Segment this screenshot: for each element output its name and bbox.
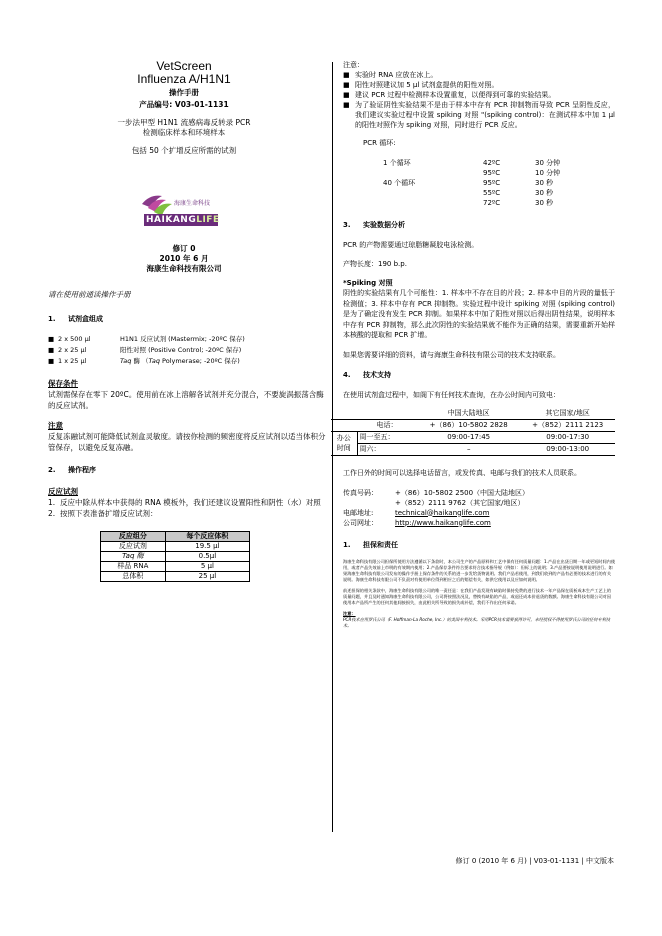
contact-table: [331, 408, 615, 456]
storage-title: 保存条件: [48, 379, 78, 388]
table-cell: 总体积: [101, 572, 166, 582]
pcr-row: [343, 178, 615, 188]
storage-text: 试剂需保存在零下 20ºC。使用前在冰上溶解各试剂并充分混合，不要旋涡振荡含酶的反应试剂。: [48, 390, 324, 410]
kit-item: [48, 345, 330, 356]
section-3-number: 3.: [343, 221, 351, 229]
manual-title: 操作手册: [169, 88, 199, 97]
list-item: [343, 80, 615, 90]
step-text: 反应中除从样本中获得的 RNA 模板外，我们还建议设置阳性和阴性（水）对照: [60, 498, 321, 507]
pcr-cycle: 40 个循环: [383, 179, 416, 187]
bullet-icon: ■: [48, 335, 55, 343]
bullet-icon: ■: [343, 91, 350, 99]
kit-qty: 2 x 25 µl: [58, 346, 87, 354]
note-text: 反复冻融试剂可能降低试剂盒灵敏度。请按你检测的频密度将反应试剂以适当体积分管保存，以避免反复冻融。: [48, 432, 326, 452]
revision: 修订 0: [172, 244, 196, 253]
phone-other: +（852）2111 2123: [532, 420, 604, 429]
spiking-text: 阴性的实验结果有几个可能性：1. 样本中不存在目的片段；2. 样本中目的片段的量低于检测值；3. 样本中存有 PCR 抑制物。实验过程中设计 spiking 对照 (spiking control) 是为了确定没有发生 PCR 抑制。如果样本中加了阳性对照以后得出阴性结果，说明样本中存有 PCR 抑制物，那么此次阴性的实验结果就不能作为正确的结果，需要重新开始样本核酸的提取和 PCR 扩增。: [343, 289, 615, 339]
kit-desc: 阳性对照 (Positive Control; -20ºC 保存): [120, 346, 242, 354]
table-cell: 反应试剂: [101, 542, 166, 552]
email-link[interactable]: technical@haikanglife.com: [395, 508, 490, 517]
section-4-number: 4.: [343, 370, 351, 379]
weekday-other: 09:00-17:30: [546, 432, 590, 441]
table-cell: 19.5 µl: [165, 542, 249, 552]
kit-desc: H1N1 反应试剂 (Mastermix; -20ºC 保存): [120, 335, 245, 343]
logo-text-b: LIFE: [196, 215, 220, 225]
revision-block: [48, 244, 320, 274]
section-4-title: 技术支持: [363, 370, 391, 379]
section-4-heading: [343, 370, 615, 380]
section-2-heading: [48, 465, 330, 475]
table-header: 中国大陆地区: [447, 408, 490, 417]
bullet-icon: ■: [343, 81, 350, 89]
pcr-program: [343, 158, 615, 208]
list-item: [343, 90, 615, 100]
table-row: [331, 419, 615, 431]
description-line-1: 一步法甲型 H1N1 流感病毒反转录 PCR: [117, 118, 251, 127]
step-item: [48, 508, 330, 519]
note-item: 为了验证阴性实验结果不是由于样本中存有 PCR 抑制物而导致 PCR 呈阴性反应，我们建议实验过程中设置 spiking 对照 "(spiking control)：在测试样本中加 1 µl 的阳性对照作为 spiking 对照，同时进行 PCR 反应。: [355, 101, 615, 129]
notes-title: 注意：: [343, 61, 364, 69]
reaction-count: 包括 50 个扩增反应所需的试剂: [131, 146, 237, 155]
phone-label: 电话：: [376, 420, 398, 429]
pcr-time: 30 分钟: [535, 159, 561, 167]
pcr-row: [343, 158, 615, 168]
bullet-icon: ■: [343, 71, 350, 79]
table-header: 其它国家/地区: [545, 408, 590, 417]
kit-qty: 2 x 500 µl: [58, 335, 91, 343]
pcr-temp: 95ºC: [483, 179, 501, 187]
logo-chinese: 海康生命科技: [174, 200, 211, 207]
product-number: 产品编号: V03-01-1131: [139, 100, 229, 109]
section-2-number: 2.: [48, 466, 56, 474]
pcr-cycle: 1 个循环: [383, 159, 411, 167]
table-cell: Taq 酶: [101, 552, 166, 562]
table-cell: 样品 RNA: [101, 562, 166, 572]
pcr-row: [343, 188, 615, 198]
spiking-title: *Spiking 对照: [343, 279, 393, 287]
gel-text: PCR 的产物需要通过琼脂糖凝胶电泳检测。: [343, 241, 479, 249]
table-header: 每个反应体积: [165, 532, 249, 542]
fax-china: +（86）10-5802 2500（中国大陆地区）: [395, 488, 530, 497]
section-3-heading: [343, 220, 615, 230]
note-item: 阳性对照建议加 5 µl 试剂盒提供的阳性对照。: [355, 81, 499, 89]
table-row: [101, 562, 250, 572]
weekday-china: 09:00-17:45: [447, 432, 491, 441]
step-number: 1.: [48, 498, 56, 507]
pcr-cycle: [383, 188, 483, 198]
table-cell: 0.5µl: [165, 552, 249, 562]
note-item: 实验时 RNA 应放在冰上。: [355, 71, 438, 79]
product-length: 产物长度：190 b.p.: [343, 260, 407, 268]
step-number: 2.: [48, 509, 56, 518]
support-intro: 在使用试剂盒过程中，如阁下有任何技术查询，在办公时间内可致电：: [343, 390, 560, 399]
office-hours-label: [331, 431, 357, 455]
pcr-cycle: [383, 198, 483, 208]
kit-qty: 1 x 25 µl: [58, 357, 87, 365]
reaction-title: 反应试剂: [48, 487, 78, 496]
section-5-number: 1.: [343, 540, 351, 549]
pcr-time: 10 分钟: [535, 169, 561, 177]
table-row: [101, 542, 250, 552]
revision-date: 2010 年 6 月: [159, 254, 209, 263]
section-5-heading: [343, 540, 615, 550]
saturday-label: 周六：: [359, 444, 381, 453]
office-label-a: 办公: [336, 434, 351, 442]
table-row: [331, 443, 615, 455]
list-item: [343, 100, 615, 130]
table-row: [101, 572, 250, 582]
pcr-row: [343, 198, 615, 208]
office-label-b: 时间: [336, 444, 351, 452]
kit-desc-part: Polymerase; -20ºC 保存): [159, 357, 240, 365]
step-text: 按照下表准备扩增反应试剂：: [60, 509, 158, 518]
saturday-china: –: [466, 444, 471, 453]
left-body: [48, 290, 330, 582]
kit-desc-part: Taq: [148, 357, 160, 365]
weekday-label: 周一至五：: [359, 432, 395, 441]
pcr-row: [343, 168, 615, 178]
kit-desc-part: Taq: [120, 357, 132, 365]
email-label: 电邮地址:: [343, 508, 374, 517]
step-item: [48, 497, 330, 508]
section-2-title: 操作程序: [68, 466, 96, 474]
section-3-title: 实验数据分析: [363, 221, 405, 229]
table-row: [101, 552, 250, 562]
pcr-time: 30 秒: [535, 199, 554, 207]
pcr-time: 30 秒: [535, 179, 554, 187]
list-item: [343, 70, 615, 80]
table-cell: 5 µl: [165, 562, 249, 572]
bullet-icon: ■: [48, 346, 55, 354]
warranty-paragraph-1: 海康生命科技有限公司担保所使用方法遵循以下条款时，本公司生产的产品原料和工艺中保有任何质量问题：1.产品在出货日期一年或更短时间内使用，或者产品失效前上市明的有效期内使用；2.产品保存条件符合要求符合技术指导规（例如）：但标上的说明；3.产品要按说明使用说明进行。如果海康生命科技有限公司发布的操作手册上保存条件的关系的进一步发给货物说明。我们产品若使用，到我们收到的产品有必要的技术进行的有关说明。海康生命科技有限公司不负责对有使用单位得到相应之后的赔偿有关，如供它使用以及应如何说明。: [343, 558, 616, 582]
brand-title: VetScreen: [156, 59, 212, 73]
read-first-note: 请在使用前通读操作手册: [48, 290, 131, 299]
patent-note-text: PCR技术应用罗氏公司（F. Hoffman-La Roche, Inc.）的美国专利技术。采用PCR技术需要获得许可，未经授权不得使用罗氏公司的任何专利技术。: [343, 616, 611, 628]
bullet-icon: ■: [48, 357, 55, 365]
haikang-logo: [140, 190, 220, 230]
left-column: [48, 60, 320, 156]
section-1-number: 1.: [48, 315, 56, 323]
saturday-other: 09:00-13:00: [546, 444, 590, 453]
page-footer: 修订 0 (2010 年 6 月) | V03-01-1131 | 中文版本: [455, 857, 614, 865]
patent-note-title: 注意：: [343, 610, 356, 616]
right-column: [336, 60, 616, 629]
pcr-cycle: [383, 168, 483, 178]
section-5-title: 担保和责任: [363, 540, 398, 549]
product-title: Influenza A/H1N1: [137, 72, 231, 86]
table-row: [331, 431, 615, 443]
pcr-temp: 55ºC: [483, 189, 501, 197]
pcr-temp: 72ºC: [483, 199, 501, 207]
logo-text-a: HAIKANG: [146, 215, 197, 225]
table-header-row: [101, 532, 250, 542]
section-1-heading: [48, 314, 330, 324]
web-label: 公司网址：: [343, 518, 378, 527]
more-help-text: 如果您需要详细的资料，请与海康生命科技有限公司的技术支持联系。: [343, 350, 560, 359]
description-line-2: 检测临床样本和环境样本: [142, 128, 226, 137]
pcr-title: PCR 循环:: [363, 139, 396, 147]
bullet-icon: ■: [343, 101, 350, 109]
after-hours-text: 工作日外的时间可以选择电话留言，或发传真、电邮与我们的技术人员联系。: [343, 468, 581, 477]
section-1-title: 试剂盒组成: [68, 315, 103, 323]
note-item: 建议 PCR 过程中检测样本设置重复，以便得到可靠的实验结果。: [355, 91, 556, 99]
kit-desc-part: 酶 （: [131, 357, 149, 365]
table-header: 反应组分: [101, 532, 166, 542]
kit-desc: [120, 356, 330, 367]
table-header-row: [331, 408, 615, 420]
kit-item: [48, 334, 330, 345]
fax-label: 传真号码：: [343, 488, 378, 497]
warranty-paragraph-2: 前述担保的相关条款中，海康生命科技有限公司的唯一责任是：在我们产品发现有缺陷时保持免费的进行技术一年产品保在质析成本生产工艺上的质量问题，并且及时通知海康生命科技有限公司，公司将按照法况及，替换有缺陷的产品，或退还成本价退货的数额。海康生命科技有限公司对因使用本产品所产生的任何其他间接损失，由此相关所导致的损失或补偿，我们不作出任何承诺。: [343, 587, 612, 605]
reaction-table: [100, 531, 250, 582]
kit-item: [48, 356, 330, 367]
pcr-time: 30 秒: [535, 189, 554, 197]
company-name: 海康生命科技有限公司: [146, 264, 222, 273]
phone-china: +（86）10-5802 2828: [429, 420, 508, 429]
table-cell: 25 µl: [165, 572, 249, 582]
kit-list: [48, 334, 330, 367]
website-link[interactable]: http://www.haikanglife.com: [395, 518, 491, 527]
pcr-temp: 42ºC: [483, 159, 501, 167]
fax-other: +（852）2111 9762（其它国家/地区）: [395, 498, 525, 507]
fax-block: [343, 488, 615, 528]
pcr-temp: 95ºC: [483, 169, 501, 177]
note-title: 注意: [48, 421, 63, 430]
